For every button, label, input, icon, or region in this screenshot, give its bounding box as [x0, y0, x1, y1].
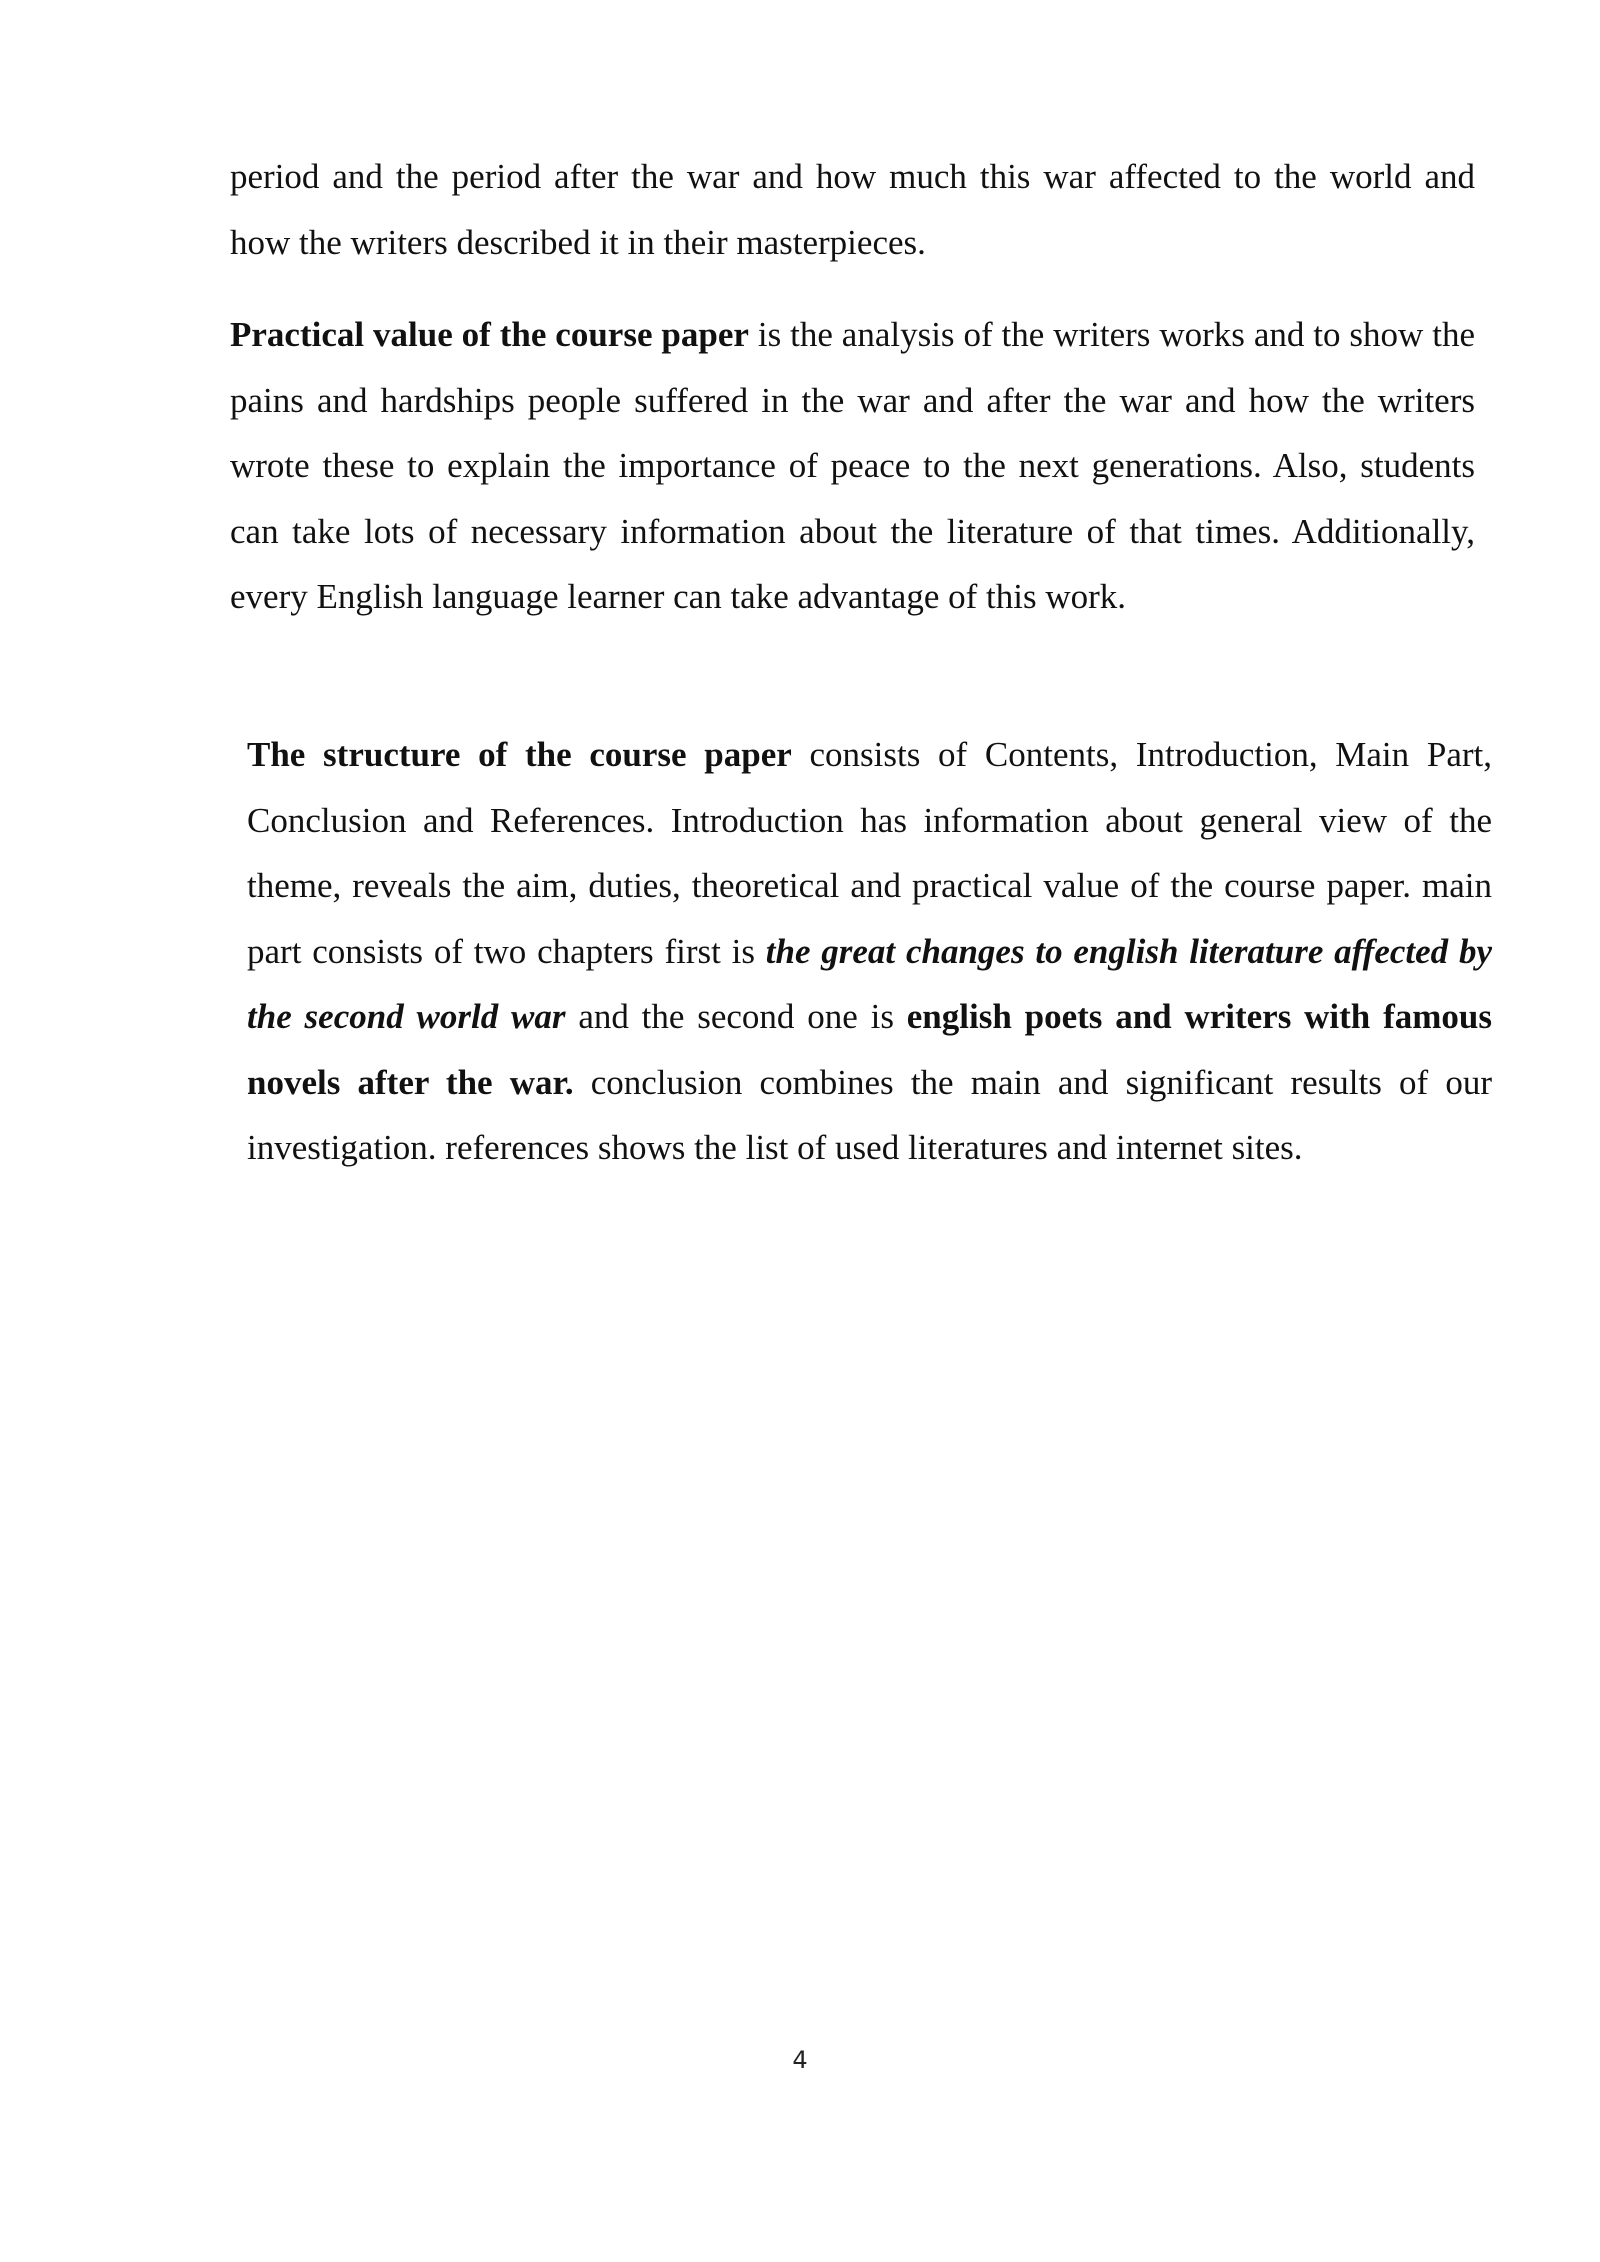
paragraph-text: is the analysis of the writers works and to show the pains and hardships people suffered in the war and after the war and how the writers wrote these to explain the importance of peace to the next generations. Also, students can take lots of necessary information about the literature of that times. Additionally, every English language learner can take advantage of this work.	[230, 315, 1475, 616]
paragraph-text: consists of Contents, Introduction, Main Part, Conclusion and References. Introduction has information about general view of the theme, reveals the aim, duties, theoretical and practical value of the course paper. main part consists of two chapters first is	[247, 735, 1492, 971]
structure-heading: The structure of the course paper	[247, 735, 792, 774]
paragraph-practical-value	[230, 302, 1475, 630]
paragraph-text: conclusion combines the main and significant results of our investigation. references shows the list of used literatures and internet sites.	[247, 1062, 1492, 1167]
chapter-one-title: the great changes to english literature affected by the second world war	[247, 931, 1492, 1036]
paragraph-text: and the second one is	[565, 997, 907, 1036]
paragraph-text: period and the period after the war and how much this war affected to the world and how the writers described it in their masterpieces.	[230, 157, 1475, 262]
chapter-two-title: english poets and writers with famous novels after the war.	[247, 997, 1492, 1102]
practical-value-heading: Practical value of the course paper	[230, 315, 749, 354]
paragraph-structure	[230, 722, 1492, 1181]
page-number: 4	[792, 2046, 808, 2074]
paragraph-intro-continuation	[230, 144, 1475, 275]
